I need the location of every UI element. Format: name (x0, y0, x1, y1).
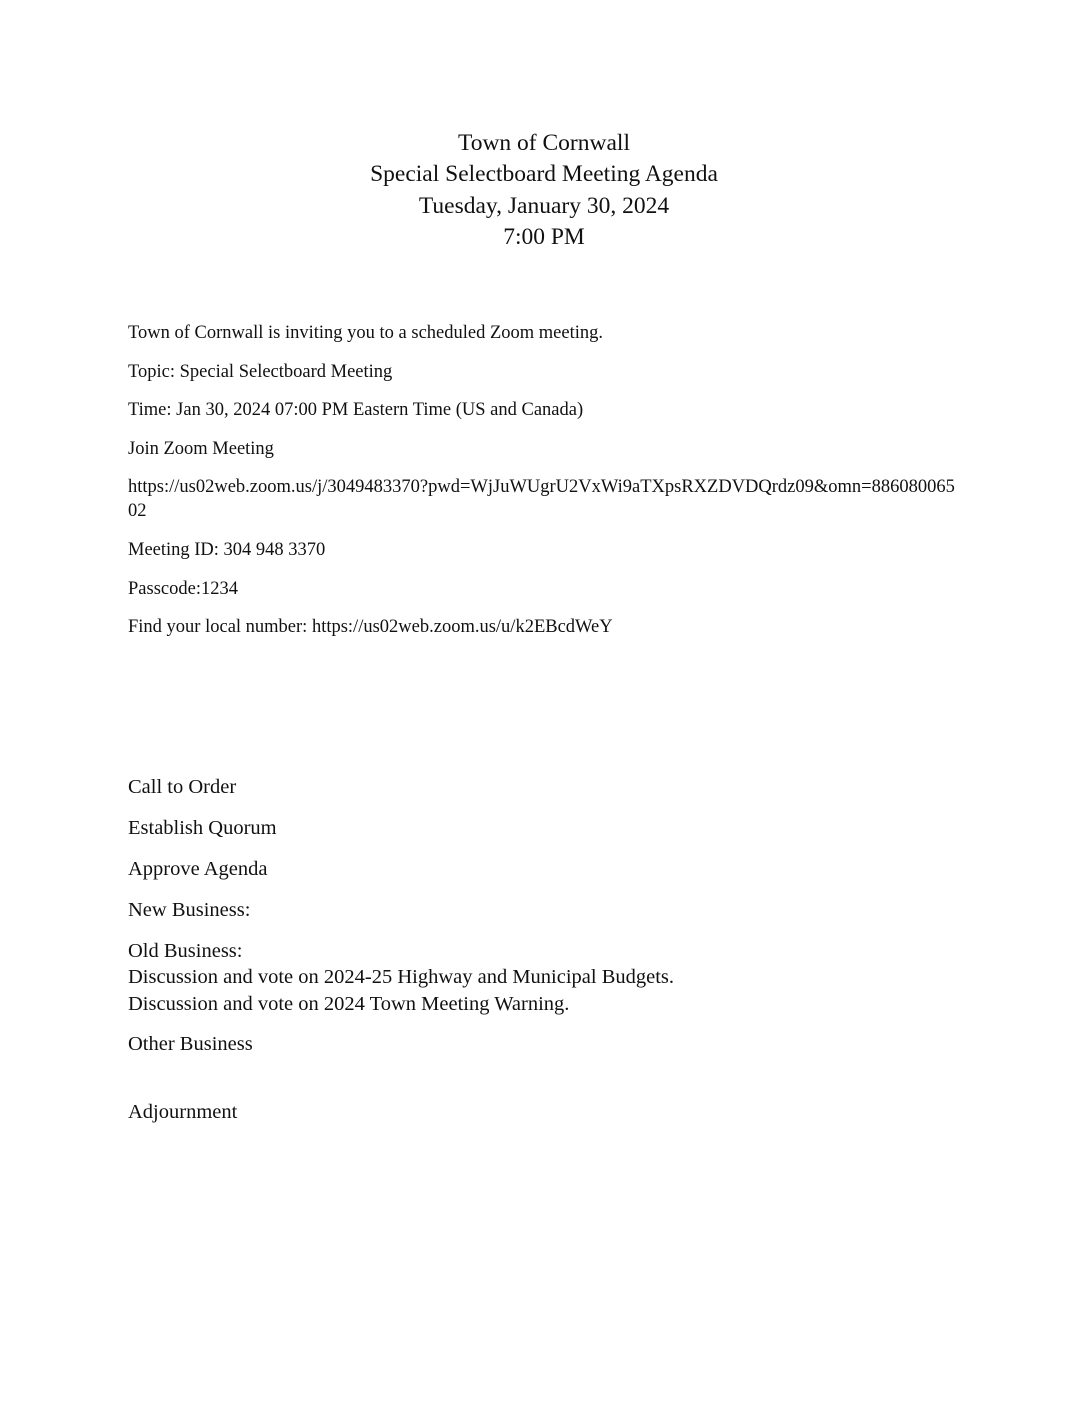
document-header (0, 128, 1088, 253)
agenda-old-business: Old Business: (128, 939, 243, 962)
meeting-time: 7:00 PM (503, 223, 585, 250)
agenda-approve-agenda: Approve Agenda (128, 857, 268, 880)
document-title: Special Selectboard Meeting Agenda (370, 161, 718, 188)
zoom-time: Time: Jan 30, 2024 07:00 PM Eastern Time (US and Canada) (128, 400, 584, 421)
zoom-invite-line: Town of Cornwall is inviting you to a scheduled Zoom meeting. (128, 323, 604, 343)
zoom-local-number: Find your local number: https://us02web.zoom.us/u/k2EBcdWeY (128, 617, 613, 638)
agenda-call-to-order: Call to Order (128, 776, 237, 798)
zoom-meeting-link[interactable]: https://us02web.zoom.us/j/3049483370?pwd=WjJuWUgrU2VxWi9aTXpsRXZDVDQrdz09&omn=88608006502 (128, 477, 955, 522)
zoom-join-label: Join Zoom Meeting (128, 438, 274, 459)
agenda-adjournment: Adjournment (128, 1100, 238, 1123)
agenda-other-business: Other Business (128, 1033, 253, 1056)
agenda-establish-quorum: Establish Quorum (128, 816, 277, 839)
agenda-old-business-item: Discussion and vote on 2024 Town Meeting Warning. (128, 992, 570, 1015)
agenda-new-business: New Business: (128, 898, 251, 921)
zoom-meeting-id: Meeting ID: 304 948 3370 (128, 539, 326, 560)
zoom-invitation (128, 321, 968, 654)
town-name: Town of Cornwall (458, 130, 630, 156)
agenda-old-business-item: Discussion and vote on 2024-25 Highway and Municipal Budgets. (128, 966, 675, 989)
agenda-list (128, 774, 968, 1125)
zoom-passcode: Passcode:1234 (128, 578, 238, 599)
zoom-topic: Topic: Special Selectboard Meeting (128, 361, 393, 382)
meeting-date: Tuesday, January 30, 2024 (418, 192, 670, 219)
